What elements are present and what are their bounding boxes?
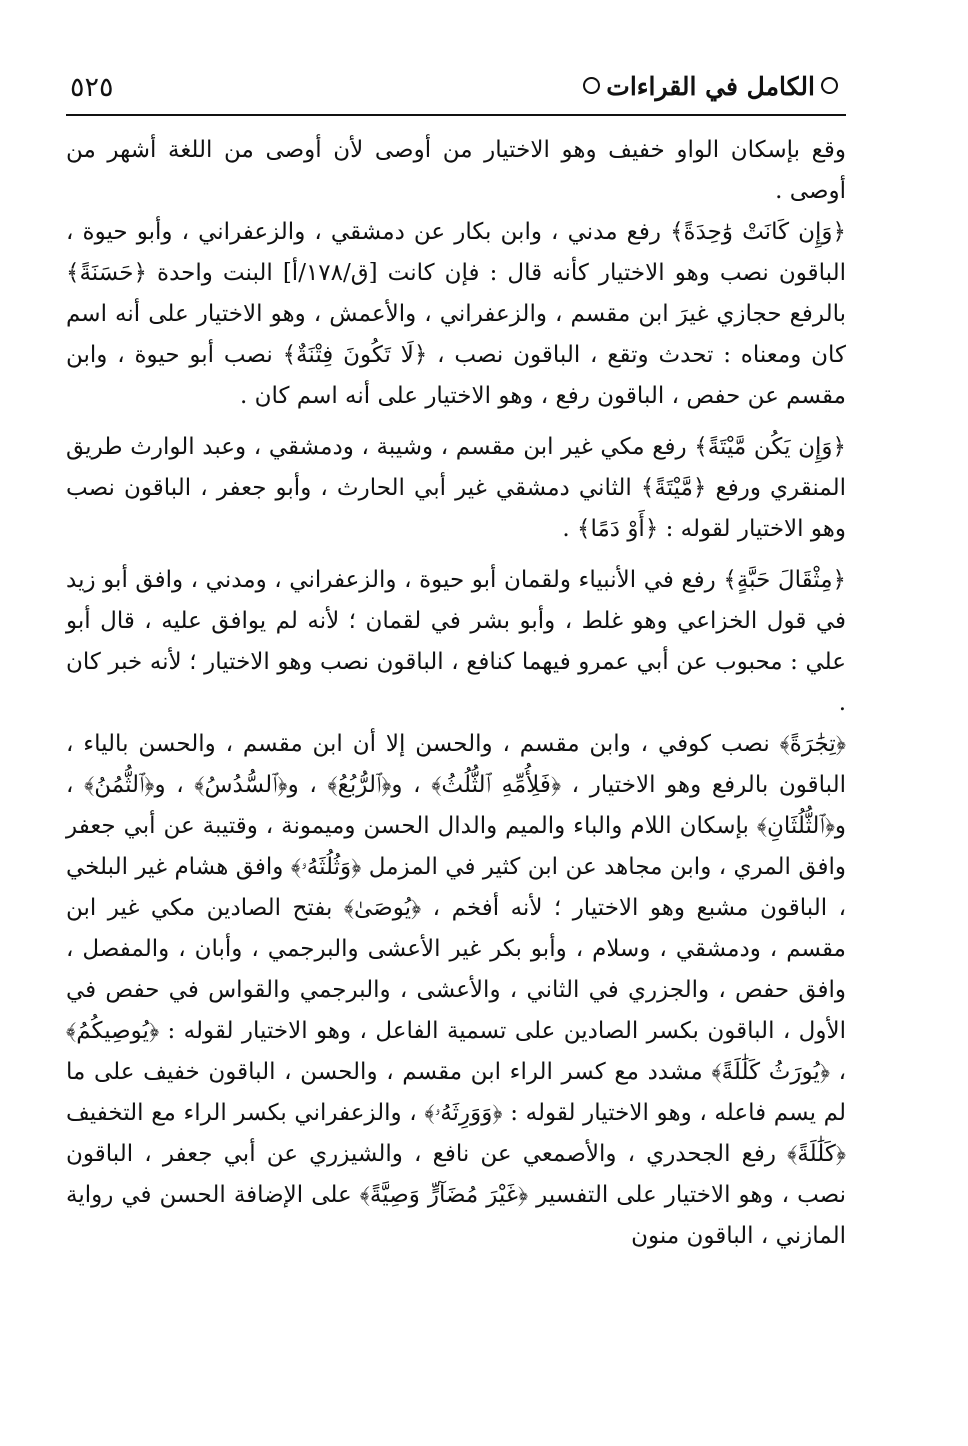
paragraph: ﴿مِثْقَالَ حَبَّةٍ﴾ رفع في الأنبياء ولقمان أبو حيوة ، والزعفراني ، ومدني ، وافق أبو زيد في قول الخزاعي وهو غلط ، وأبو بشر في لقمان ؛ لأنه لم يوافق عليه ، قال أبو علي : محبوب عن أبي عمرو فيهما كنافع ، الباقون نصب وهو الاختيار ؛ لأنه خبر كان . — [66, 567, 846, 716]
paragraph: ﴿وَإِن يَكُن مَّيْتَةً﴾ رفع مكي غير ابن مقسم ، وشيبة ، ودمشقي ، وعبد الوارث طريق المنقري ورفع ﴿مَّيْتَةً﴾ الثاني دمشقي غير أبي الحارث ، وأبو جعفر ، الباقون نصب وهو الاختيار لقوله : ﴿أَوْ دَمًا﴾ . — [66, 434, 846, 542]
paragraph: وقع بإسكان الواو خفيف وهو الاختيار من أوصى لأن أوصى من اللغة أشهر من أوصى . — [66, 137, 846, 204]
circle-ornament-icon — [583, 77, 600, 94]
paragraph: ﴿وَإِن كَانَتْ وَٰحِدَةً﴾ رفع مدني ، وابن بكار عن دمشقي ، والزعفراني ، وأبو حيوة ، الباقون نصب وهو الاختيار كأنه قال : فإن كانت [ق/١٧٨/أ] البنت واحدة ﴿حَسَنَةً﴾ بالرفع حجازي غيرَ ابن مقسم ، والزعفراني ، والأعمش ، وهو الاختيار على أنه اسم كان ومعناه : تحدث وتقع ، الباقون نصب ، ﴿لَا تَكُونَ فِتْنَةٌ﴾ نصب أبو حيوة ، وابن مقسم عن حفص ، الباقون رفع ، وهو الاختيار على أنه اسم كان . — [66, 219, 846, 409]
paragraph: ﴿تِجَٰرَةً﴾ نصب كوفي ، وابن مقسم ، والحسن إلا أن ابن مقسم ، والحسن بالياء ، الباقون بالرفع وهو الاختيار ، ﴿فَلِأُمِّهِ ٱلثُّلُثُ﴾ ، و﴿ٱلرُّبُعُ﴾ ، و﴿ٱلسُّدُسُ﴾ ، و﴿ٱلثُّمُنُ﴾ ، و﴿ٱلثُّلُثَانِ﴾ بإسكان اللام والباء والميم والدال الحسن وميمونة ، وقتيبة عن أبي جعفر وافق المري ، وابن مجاهد عن ابن كثير في المزمل ﴿وَثُلُثَهُۥ﴾ وافق هشام غير البلخي ، الباقون مشبع وهو الاختيار ؛ لأنه أفخم ، ﴿يُوصَىٰ﴾ بفتح الصادين مكي غير ابن مقسم ، ودمشقي ، وسلام ، وأبو بكر غير الأعشى والبرجمي ، وأبان ، والمفصل ، وافق حفص ، والجزري في الثاني ، والأعشى ، والبرجمي والقواس في حفص في الأول ، الباقون بكسر الصادين على تسمية الفاعل ، وهو الاختيار لقوله : ﴿يُوصِيكُمُ﴾ ، ﴿يُورَثُ كَلَٰلَةً﴾ مشدد مع كسر الراء ابن مقسم ، والحسن ، الباقون خفيف على ما لم يسم فاعله ، وهو الاختيار لقوله : ﴿وَوَرِثَهُۥ﴾ ، والزعفراني بكسر الراء مع التخفيف ﴿كَلَٰلَةً﴾ رفع الجحدري ، والأصمعي عن نافع ، والشيزري عن أبي جعفر ، الباقون نصب ، وهو الاختيار على التفسير ﴿غَيْرَ مُضَآرٍّ وَصِيَّةً﴾ على الإضافة الحسن في رواية المازني ، الباقون منون — [66, 731, 846, 1249]
running-title — [577, 68, 844, 106]
main-text — [66, 130, 846, 1257]
header-divider — [66, 114, 846, 116]
circle-ornament-icon — [821, 77, 838, 94]
page-number: ٥٢٥ — [70, 72, 114, 103]
page-header — [66, 68, 846, 114]
running-title-text: الكامل في القراءات — [606, 72, 815, 101]
